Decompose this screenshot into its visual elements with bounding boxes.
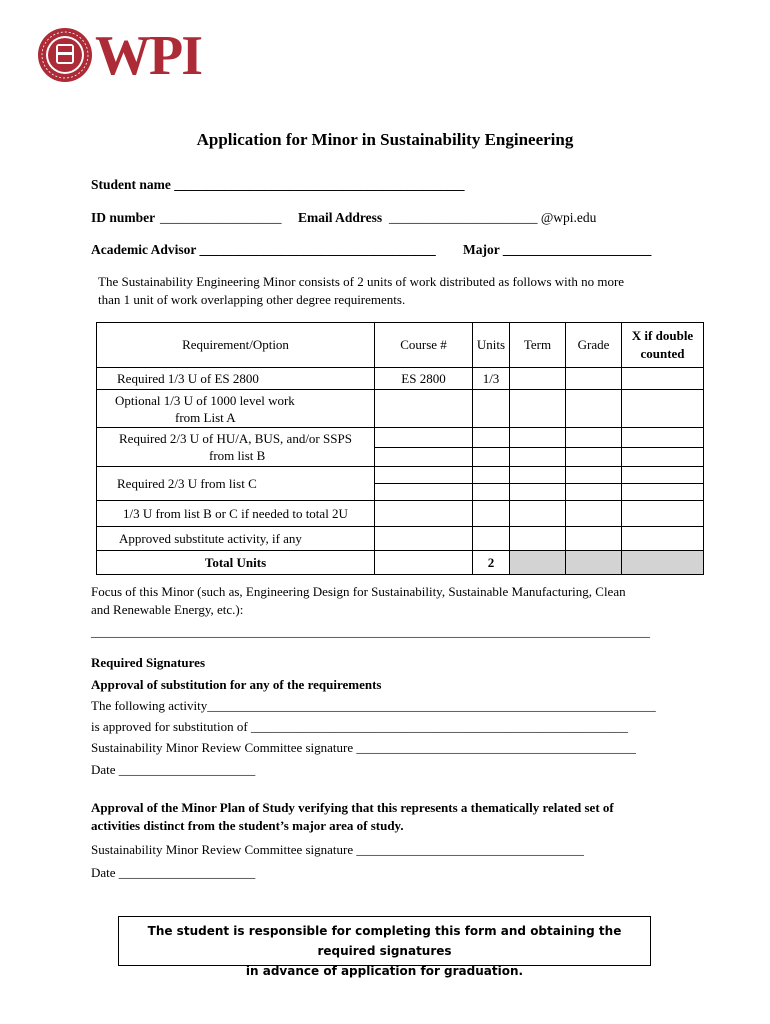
plan-approval-line-1: Approval of the Minor Plan of Study verifying that this represents a thematically related set of xyxy=(91,800,614,815)
intro-text xyxy=(98,273,624,309)
double-counted-cell[interactable] xyxy=(622,428,704,448)
course-cell[interactable] xyxy=(375,527,473,551)
requirement-cell xyxy=(97,428,375,467)
date-field[interactable]: Date _____________________ xyxy=(91,762,256,777)
units-cell[interactable] xyxy=(473,527,510,551)
committee-signature-field-2[interactable]: Sustainability Minor Review Committee signature ___________________________________ xyxy=(91,842,584,857)
plan-approval-heading xyxy=(91,799,614,835)
double-counted-cell[interactable] xyxy=(622,467,704,484)
course-cell xyxy=(375,551,473,575)
focus-line-1: Focus of this Minor (such as, Engineering Design for Sustainability, Sustainable Manufacturing, Clean xyxy=(91,584,626,599)
grade-cell[interactable] xyxy=(566,390,622,428)
header-double-counted-line2: counted xyxy=(640,346,685,361)
required-signatures-heading: Required Signatures xyxy=(91,655,206,670)
email-field[interactable]: ______________________ @wpi.edu xyxy=(389,210,597,225)
requirement-cell: Approved substitute activity, if any xyxy=(97,527,375,551)
substitution-heading: Approval of substitution for any of the requirements xyxy=(91,677,382,692)
term-cell[interactable] xyxy=(510,501,566,527)
units-cell[interactable] xyxy=(473,484,510,501)
term-cell[interactable] xyxy=(510,390,566,428)
double-counted-cell[interactable] xyxy=(622,448,704,467)
requirements-table xyxy=(96,322,704,575)
grade-cell[interactable] xyxy=(566,484,622,501)
major-field[interactable]: Major ______________________ xyxy=(463,242,652,257)
course-cell[interactable] xyxy=(375,448,473,467)
table-row xyxy=(97,467,704,484)
term-cell[interactable] xyxy=(510,467,566,484)
header-requirement: Requirement/Option xyxy=(97,323,375,368)
id-number-field[interactable]: __________________ xyxy=(160,210,282,225)
header-grade: Grade xyxy=(566,323,622,368)
total-row xyxy=(97,551,704,575)
requirement-cell: Required 2/3 U from list C xyxy=(97,467,375,501)
requirement-cell: 1/3 U from list B or C if needed to total 2U xyxy=(97,501,375,527)
shaded-cell xyxy=(622,551,704,575)
intro-line-2: than 1 unit of work overlapping other degree requirements. xyxy=(98,292,406,307)
requirement-line: Optional 1/3 U of 1000 level work xyxy=(115,392,295,408)
shaded-cell xyxy=(510,551,566,575)
requirement-cell: Required 1/3 U of ES 2800 xyxy=(97,368,375,390)
notice-line-2: in advance of application for graduation. xyxy=(245,964,524,978)
term-cell[interactable] xyxy=(510,428,566,448)
table-row xyxy=(97,527,704,551)
grade-cell[interactable] xyxy=(566,527,622,551)
requirement-cell xyxy=(97,390,375,428)
grade-cell[interactable] xyxy=(566,501,622,527)
table-row xyxy=(97,390,704,428)
units-cell[interactable] xyxy=(473,467,510,484)
date-field-2[interactable]: Date _____________________ xyxy=(91,865,256,880)
units-cell[interactable] xyxy=(473,448,510,467)
notice-line-1: The student is responsible for completing this form and obtaining the required signatures xyxy=(147,924,622,958)
intro-line-1: The Sustainability Engineering Minor consists of 2 units of work distributed as follows with no more xyxy=(98,274,625,289)
focus-line-2: and Renewable Energy, etc.): xyxy=(91,602,244,617)
wpi-wordmark: WPI xyxy=(95,25,201,87)
table-row xyxy=(97,368,704,390)
shaded-cell xyxy=(566,551,622,575)
term-cell[interactable] xyxy=(510,368,566,390)
grade-cell[interactable] xyxy=(566,467,622,484)
units-cell[interactable] xyxy=(473,390,510,428)
student-name-field[interactable]: Student name ___________________________________________ xyxy=(91,177,465,192)
term-cell[interactable] xyxy=(510,484,566,501)
course-cell[interactable] xyxy=(375,428,473,448)
course-cell[interactable] xyxy=(375,467,473,484)
term-cell[interactable] xyxy=(510,448,566,467)
requirement-line: from List A xyxy=(175,409,236,425)
requirement-line: from list B xyxy=(209,448,266,463)
units-cell[interactable]: 1/3 xyxy=(473,368,510,390)
double-counted-cell[interactable] xyxy=(622,484,704,501)
requirement-line: Required 2/3 U of HU/A, BUS, and/or SSPS xyxy=(119,431,352,446)
total-units-label: Total Units xyxy=(97,551,375,575)
course-cell[interactable] xyxy=(375,390,473,428)
term-cell[interactable] xyxy=(510,527,566,551)
focus-text xyxy=(91,583,626,619)
course-cell[interactable]: ES 2800 xyxy=(375,368,473,390)
double-counted-cell[interactable] xyxy=(622,368,704,390)
double-counted-cell[interactable] xyxy=(622,527,704,551)
table-header-row xyxy=(97,323,704,368)
total-units-value: 2 xyxy=(473,551,510,575)
header-double-counted xyxy=(622,323,704,368)
table-row xyxy=(97,501,704,527)
header-term: Term xyxy=(510,323,566,368)
plan-approval-line-2: activities distinct from the student’s major area of study. xyxy=(91,818,404,833)
units-cell[interactable] xyxy=(473,501,510,527)
grade-cell[interactable] xyxy=(566,448,622,467)
following-activity-field[interactable]: The following activity_____________________________________________________________________ xyxy=(91,698,656,713)
grade-cell[interactable] xyxy=(566,428,622,448)
page-title: Application for Minor in Sustainability Engineering xyxy=(196,130,574,149)
wpi-seal-logo xyxy=(37,27,93,83)
double-counted-cell[interactable] xyxy=(622,390,704,428)
header-units: Units xyxy=(473,323,510,368)
focus-blank-field[interactable]: ______________________________________________________________________________________ xyxy=(91,624,650,639)
double-counted-cell[interactable] xyxy=(622,501,704,527)
responsibility-notice xyxy=(118,916,651,978)
grade-cell[interactable] xyxy=(566,368,622,390)
substitution-for-field[interactable]: is approved for substitution of __________________________________________________________ xyxy=(91,719,628,734)
header-course: Course # xyxy=(375,323,473,368)
table-row xyxy=(97,428,704,448)
committee-signature-field[interactable]: Sustainability Minor Review Committee signature ___________________________________________ xyxy=(91,740,636,755)
header-double-counted-line1: X if double xyxy=(631,328,694,343)
course-cell[interactable] xyxy=(375,484,473,501)
academic-advisor-field[interactable]: Academic Advisor ___________________________________ xyxy=(91,242,436,257)
course-cell[interactable] xyxy=(375,501,473,527)
id-number-label: ID number xyxy=(91,210,156,225)
email-label: Email Address xyxy=(298,210,383,225)
units-cell[interactable] xyxy=(473,428,510,448)
